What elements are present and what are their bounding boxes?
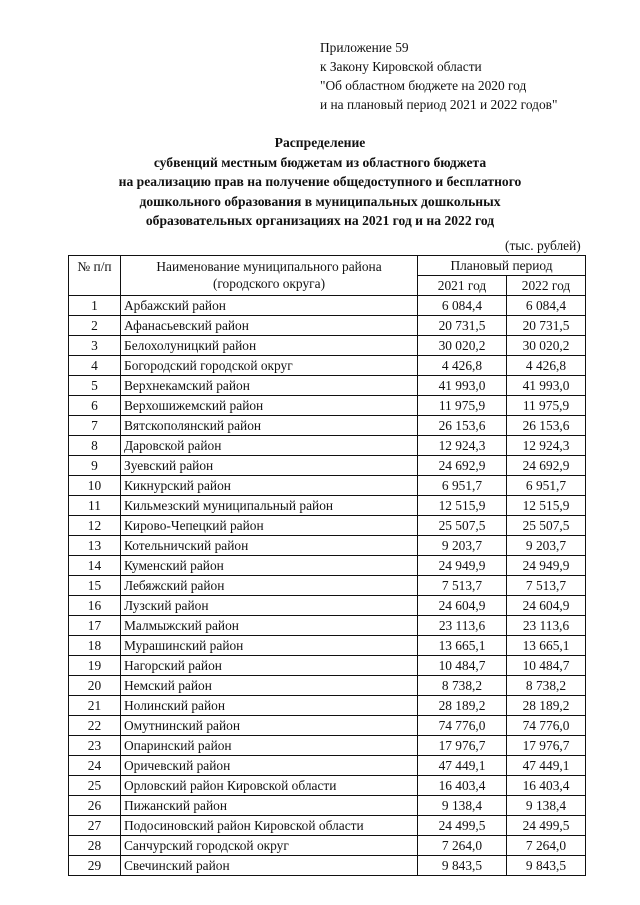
title-line: субвенций местным бюджетам из областного бюджета — [153, 154, 487, 170]
row-value-2022: 10 484,7 — [507, 656, 586, 676]
row-num: 22 — [69, 716, 121, 736]
row-value-2022: 30 020,2 — [507, 336, 586, 356]
header-period: Плановый период — [418, 256, 586, 276]
row-district-name: Оричевский район — [121, 756, 418, 776]
row-value-2022: 16 403,4 — [507, 776, 586, 796]
row-value-2022: 8 738,2 — [507, 676, 586, 696]
header-name — [121, 256, 418, 296]
table-row — [69, 616, 586, 636]
row-district-name: Малмыжский район — [121, 616, 418, 636]
row-value-2022: 28 189,2 — [507, 696, 586, 716]
table-row — [69, 456, 586, 476]
table-row — [69, 736, 586, 756]
row-num: 21 — [69, 696, 121, 716]
row-num: 8 — [69, 436, 121, 456]
row-value-2021: 74 776,0 — [418, 716, 507, 736]
row-num: 11 — [69, 496, 121, 516]
table-row — [69, 536, 586, 556]
title-line: Распределение — [274, 135, 366, 150]
table-row — [69, 716, 586, 736]
row-value-2021: 6 951,7 — [418, 476, 507, 496]
row-value-2022: 11 975,9 — [507, 396, 586, 416]
row-value-2021: 9 138,4 — [418, 796, 507, 816]
table-row — [69, 516, 586, 536]
row-district-name: Куменский район — [121, 556, 418, 576]
header-name-line2: (городского округа) — [212, 276, 326, 291]
table-row — [69, 796, 586, 816]
row-value-2021: 12 924,3 — [418, 436, 507, 456]
row-num: 10 — [69, 476, 121, 496]
table-row — [69, 816, 586, 836]
row-num: 4 — [69, 356, 121, 376]
row-value-2022: 12 924,3 — [507, 436, 586, 456]
units-label: (тыс. рублей) — [505, 238, 581, 253]
row-district-name: Зуевский район — [121, 456, 418, 476]
row-value-2021: 13 665,1 — [418, 636, 507, 656]
row-num: 29 — [69, 856, 121, 876]
row-num: 6 — [69, 396, 121, 416]
row-num: 1 — [69, 296, 121, 316]
row-district-name: Кикнурский район — [121, 476, 418, 496]
table-row — [69, 756, 586, 776]
table-row — [69, 556, 586, 576]
row-num: 13 — [69, 536, 121, 556]
table-row — [69, 656, 586, 676]
document-title — [0, 133, 640, 231]
row-district-name: Нолинский район — [121, 696, 418, 716]
row-district-name: Орловский район Кировской области — [121, 776, 418, 796]
row-value-2022: 24 949,9 — [507, 556, 586, 576]
table-row — [69, 296, 586, 316]
row-value-2022: 4 426,8 — [507, 356, 586, 376]
row-num: 17 — [69, 616, 121, 636]
appendix-line: "Об областном бюджете на 2020 год — [320, 78, 527, 93]
row-num: 7 — [69, 416, 121, 436]
row-num: 15 — [69, 576, 121, 596]
row-num: 14 — [69, 556, 121, 576]
table-row — [69, 436, 586, 456]
row-district-name: Верхнекамский район — [121, 376, 418, 396]
table-row — [69, 396, 586, 416]
row-district-name: Пижанский район — [121, 796, 418, 816]
table-row — [69, 636, 586, 656]
row-district-name: Афанасьевский район — [121, 316, 418, 336]
row-num: 24 — [69, 756, 121, 776]
row-value-2022: 26 153,6 — [507, 416, 586, 436]
row-value-2021: 9 843,5 — [418, 856, 507, 876]
row-value-2021: 7 513,7 — [418, 576, 507, 596]
row-value-2021: 30 020,2 — [418, 336, 507, 356]
row-value-2022: 25 507,5 — [507, 516, 586, 536]
row-num: 27 — [69, 816, 121, 836]
row-value-2022: 6 084,4 — [507, 296, 586, 316]
row-district-name: Опаринский район — [121, 736, 418, 756]
table-row — [69, 376, 586, 396]
row-value-2022: 12 515,9 — [507, 496, 586, 516]
header-year-2022: 2022 год — [507, 276, 586, 296]
row-num: 2 — [69, 316, 121, 336]
row-value-2021: 24 499,5 — [418, 816, 507, 836]
row-district-name: Верхошижемский район — [121, 396, 418, 416]
row-num: 16 — [69, 596, 121, 616]
row-value-2021: 6 084,4 — [418, 296, 507, 316]
table-row — [69, 576, 586, 596]
row-district-name: Богородский городской округ — [121, 356, 418, 376]
row-num: 3 — [69, 336, 121, 356]
row-value-2022: 17 976,7 — [507, 736, 586, 756]
row-num: 19 — [69, 656, 121, 676]
row-value-2021: 24 692,9 — [418, 456, 507, 476]
row-value-2022: 20 731,5 — [507, 316, 586, 336]
row-value-2021: 16 403,4 — [418, 776, 507, 796]
table-body — [69, 296, 586, 876]
row-value-2021: 8 738,2 — [418, 676, 507, 696]
table-row — [69, 356, 586, 376]
row-value-2021: 28 189,2 — [418, 696, 507, 716]
appendix-block — [320, 38, 557, 114]
table-row — [69, 416, 586, 436]
header-name-line1: Наименование муниципального района — [156, 259, 382, 274]
title-line: дошкольного образования в муниципальных дошкольных — [139, 193, 501, 209]
row-value-2021: 41 993,0 — [418, 376, 507, 396]
row-value-2022: 9 843,5 — [507, 856, 586, 876]
table-row — [69, 316, 586, 336]
row-value-2022: 23 113,6 — [507, 616, 586, 636]
table-row — [69, 336, 586, 356]
row-value-2021: 11 975,9 — [418, 396, 507, 416]
row-value-2022: 47 449,1 — [507, 756, 586, 776]
row-district-name: Даровской район — [121, 436, 418, 456]
row-value-2021: 20 731,5 — [418, 316, 507, 336]
table-row — [69, 836, 586, 856]
table-row — [69, 476, 586, 496]
row-num: 28 — [69, 836, 121, 856]
row-district-name: Санчурский городской округ — [121, 836, 418, 856]
row-num: 5 — [69, 376, 121, 396]
row-num: 20 — [69, 676, 121, 696]
row-district-name: Котельничский район — [121, 536, 418, 556]
row-value-2021: 26 153,6 — [418, 416, 507, 436]
header-year-2021: 2021 год — [418, 276, 507, 296]
row-district-name: Немский район — [121, 676, 418, 696]
row-district-name: Лузский район — [121, 596, 418, 616]
row-value-2022: 41 993,0 — [507, 376, 586, 396]
row-value-2021: 23 113,6 — [418, 616, 507, 636]
row-district-name: Вятскополянский район — [121, 416, 418, 436]
row-num: 9 — [69, 456, 121, 476]
row-district-name: Подосиновский район Кировской области — [121, 816, 418, 836]
row-num: 18 — [69, 636, 121, 656]
row-value-2021: 12 515,9 — [418, 496, 507, 516]
row-num: 12 — [69, 516, 121, 536]
row-value-2022: 24 604,9 — [507, 596, 586, 616]
row-value-2021: 24 604,9 — [418, 596, 507, 616]
row-district-name: Арбажский район — [121, 296, 418, 316]
row-num: 23 — [69, 736, 121, 756]
title-line: на реализацию прав на получение общедоступного и бесплатного — [118, 174, 522, 190]
row-value-2022: 13 665,1 — [507, 636, 586, 656]
row-district-name: Нагорский район — [121, 656, 418, 676]
budget-table — [68, 255, 586, 876]
row-value-2021: 24 949,9 — [418, 556, 507, 576]
row-num: 25 — [69, 776, 121, 796]
row-district-name: Омутнинский район — [121, 716, 418, 736]
row-value-2022: 7 264,0 — [507, 836, 586, 856]
row-value-2022: 6 951,7 — [507, 476, 586, 496]
row-value-2021: 25 507,5 — [418, 516, 507, 536]
row-value-2021: 10 484,7 — [418, 656, 507, 676]
row-district-name: Мурашинский район — [121, 636, 418, 656]
table-row — [69, 496, 586, 516]
table-row — [69, 696, 586, 716]
appendix-line: и на плановый период 2021 и 2022 годов" — [320, 97, 558, 112]
row-value-2021: 17 976,7 — [418, 736, 507, 756]
row-value-2021: 4 426,8 — [418, 356, 507, 376]
row-value-2022: 9 138,4 — [507, 796, 586, 816]
row-value-2022: 24 692,9 — [507, 456, 586, 476]
table-row — [69, 676, 586, 696]
header-num: № п/п — [69, 256, 121, 296]
table-row — [69, 856, 586, 876]
row-district-name: Белохолуницкий район — [121, 336, 418, 356]
row-district-name: Кильмезский муниципальный район — [121, 496, 418, 516]
row-value-2021: 47 449,1 — [418, 756, 507, 776]
title-line: образовательных организациях на 2021 год и на 2022 год — [145, 213, 495, 229]
row-value-2021: 9 203,7 — [418, 536, 507, 556]
row-value-2021: 7 264,0 — [418, 836, 507, 856]
row-num: 26 — [69, 796, 121, 816]
row-value-2022: 9 203,7 — [507, 536, 586, 556]
row-district-name: Свечинский район — [121, 856, 418, 876]
table-row — [69, 596, 586, 616]
appendix-line: Приложение 59 — [320, 40, 409, 55]
appendix-line: к Закону Кировской области — [320, 59, 482, 74]
table-row — [69, 776, 586, 796]
row-value-2022: 24 499,5 — [507, 816, 586, 836]
row-value-2022: 74 776,0 — [507, 716, 586, 736]
row-district-name: Лебяжский район — [121, 576, 418, 596]
row-value-2022: 7 513,7 — [507, 576, 586, 596]
row-district-name: Кирово-Чепецкий район — [121, 516, 418, 536]
